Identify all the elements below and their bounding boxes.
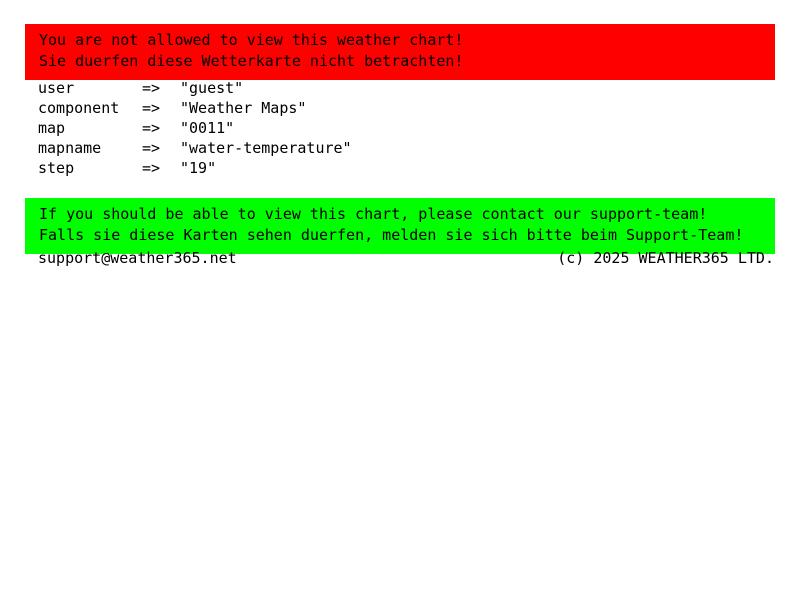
parameter-arrow: => <box>142 139 161 157</box>
error-banner <box>25 24 775 80</box>
parameter-value: "water-temperature" <box>180 139 352 157</box>
parameter-value: "guest" <box>180 79 244 97</box>
parameter-arrow: => <box>142 79 161 97</box>
parameter-key: step <box>38 159 75 177</box>
parameter-key: map <box>38 119 66 137</box>
parameter-key: user <box>38 79 75 97</box>
parameter-table <box>38 78 352 178</box>
footer <box>38 249 774 267</box>
info-banner-line-de: Falls sie diese Karten sehen duerfen, melden sie sich bitte beim Support-Team! <box>39 226 744 244</box>
table-row <box>38 158 352 178</box>
parameter-key: component <box>38 99 120 117</box>
parameter-arrow: => <box>142 119 161 137</box>
parameter-arrow: => <box>142 99 161 117</box>
error-banner-line-de: Sie duerfen diese Wetterkarte nicht betrachten! <box>39 52 464 70</box>
copyright-text: (c) 2025 WEATHER365 LTD. <box>557 249 774 267</box>
parameter-value: "Weather Maps" <box>180 99 307 117</box>
parameter-value: "19" <box>180 159 217 177</box>
error-banner-line-en: You are not allowed to view this weather chart! <box>39 31 464 49</box>
table-row <box>38 118 352 138</box>
parameter-key: mapname <box>38 139 102 157</box>
parameter-arrow: => <box>142 159 161 177</box>
table-row <box>38 98 352 118</box>
parameter-list <box>38 78 352 178</box>
info-banner-line-en: If you should be able to view this chart, please contact our support-team! <box>39 205 708 223</box>
support-email-link[interactable]: support@weather365.net <box>38 249 237 267</box>
table-row <box>38 78 352 98</box>
info-banner <box>25 198 775 254</box>
parameter-value: "0011" <box>180 119 235 137</box>
table-row <box>38 138 352 158</box>
